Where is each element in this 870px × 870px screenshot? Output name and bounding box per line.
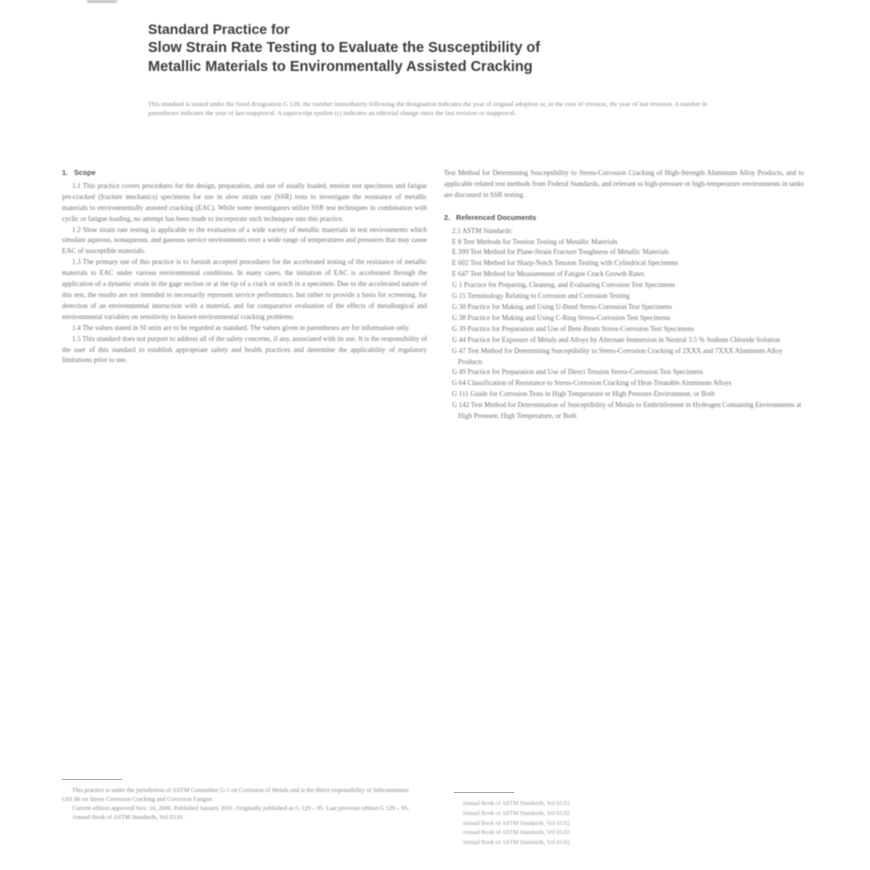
section-heading-scope (62, 168, 427, 179)
footnotes-left (62, 786, 427, 822)
footnote: Annual Book of ASTM Standards, Vol 03.02. (462, 820, 572, 827)
list-item: G 38 Practice for Making and Using C-Ring Stress-Corrosion Test Specimens (452, 313, 671, 322)
scope-paragraph-1: 1.1 This practice covers procedures for the design, preparation, and use of axially loaded, tension test specimens and fatigue pre-cracked (fracture mechanics) specimens for use in slow strain rate (SSR) tests to investigate the resistance of metallic materials to environmentally assisted cracking (EAC). While some investigators utilize SSR test techniques in combination with cyclic or fatigue loading, no attempt has been made to incorporate such techniques into this practice. (62, 181, 427, 223)
footnote: This practice is under the jurisdiction of ASTM Committee G-1 on Corrosion of Metals and is the direct responsibility of Subcommittee G01.06 on Stress Corrosion Cracking and Corrosion Fatigue. (62, 787, 409, 803)
footnote: Annual Book of ASTM Standards, Vol 03.01. (72, 814, 185, 821)
list-item: G 64 Classification of Resistance to Stress-Corrosion Cracking of Heat-Treatable Aluminum Alloys (452, 379, 732, 388)
list-item: G 47 Test Method for Determining Susceptibility to Stress-Corrosion Cracking of 2XXX and 7XXX Aluminum Alloy Products (452, 346, 783, 366)
section-title: Referenced Documents (456, 212, 537, 222)
scope-paragraph-2: 1.2 Slow strain rate testing is applicable to the evaluation of a wide variety of metallic materials in test environments which simulate aqueous, nonaqueous, and gaseous service environments over a wide range of temperatures and pressures that may cause EAC of susceptible materials. (62, 225, 427, 256)
reference-list (444, 226, 804, 422)
list-item: E 602 Test Method for Sharp-Notch Tension Testing with Cylindrical Specimens (452, 259, 679, 268)
list-item: 2.1 ASTM Standards: (452, 226, 513, 235)
list-item: G 49 Practice for Preparation and Use of Direct Tension Stress-Corrosion Test Specimens (452, 368, 704, 377)
scope-continued: Test Method for Determining Susceptibility to Stress-Corrosion Cracking of High-Strength Aluminum Alloy Products, and to applicable related test methods from Federal Standards, and relevant to high-pressure or high-temperature environments in tanks are discussed in SSR testing. (444, 169, 804, 199)
section-number: 1. (62, 168, 68, 177)
title-block (148, 20, 708, 77)
scope-paragraph-5: 1.5 This standard does not purport to address all of the safety concerns, if any, associated with its use. It is the responsibility of the user of this standard to establish appropriate safety and health practices and determine the applicability of regulatory limitations prior to use. (62, 334, 427, 365)
list-item: G 39 Practice for Preparation and Use of Bent-Beam Stress-Corrosion Test Specimens (452, 324, 694, 333)
title-line-2: Slow Strain Rate Testing to Evaluate the Susceptibility of (148, 40, 541, 56)
footnote: Annual Book of ASTM Standards, Vol 03.01. (462, 801, 572, 807)
footnote: Annual Book of ASTM Standards, Vol 03.02. (462, 840, 572, 847)
list-item: G 142 Test Method for Determination of Susceptibility of Metals to Embrittlement in Hydrogen Containing Environments at High Pressure, High Temperature, or Both (452, 401, 802, 421)
section-number: 2. (444, 212, 450, 222)
scope-paragraph-4: 1.4 The values stated in SI units are to be regarded as standard. The values given in parentheses are for information only. (72, 323, 410, 332)
section-heading-references (444, 213, 804, 224)
footnote: Annual Book of ASTM Standards, Vol 03.02. (462, 830, 572, 837)
list-item: E 647 Test Method for Measurement of Fatigue Crack Growth Rates (452, 270, 645, 279)
section-title: Scope (74, 168, 96, 177)
footnotes-right (462, 800, 672, 849)
title-line-3: Metallic Materials to Environmentally Assisted Cracking (148, 59, 533, 75)
right-column (444, 168, 804, 422)
scope-paragraph-3: 1.3 The primary use of this practice is to furnish accepted procedures for the accelerated testing of the resistance of metallic materials to EAC under various environmental conditions. In many cases, the initiation of EAC is accelerated through the application of a dynamic strain in the gage section or at the tip of a crack or notch in a specimen. Due to the accelerated nature of this test, the results are not intended to necessarily represent service performance, but rather to provide a basis for screening, for detection of an environmental interaction with a material, and for comparative evaluation of the effects of metallurgical and environmental variables on sensitivity to known environmental cracking problems. (62, 258, 427, 321)
list-item: G 44 Practice for Exposure of Metals and Alloys by Alternate Immersion in Neutral 3.5 % Sodium Chloride Solution (452, 335, 780, 344)
footnote-rule-right (454, 792, 514, 793)
footnote: Current edition approved Nov. 10, 2000. Published January 2001. Originally published as G 129 – 95. Last previous edition G 129 – 95. (72, 805, 410, 812)
header-mark (87, 0, 117, 3)
list-item: E 8 Test Methods for Tension Testing of Metallic Materials (452, 237, 618, 246)
title-line-1: Standard Practice for (148, 21, 290, 37)
designation-note-text: This standard is issued under the fixed designation G 129; the number immediately following the designation indicates the year of original adoption or, in the case of revision, the year of last revision. A number in parentheses indicates the year of last reapproval. A superscript epsilon (ε) indicates an editorial change since the last revision or reapproval. (148, 101, 708, 117)
list-item: E 399 Test Method for Plane-Strain Fracture Toughness of Metallic Materials (452, 248, 669, 257)
list-item: G 15 Terminology Relating to Corrosion and Corrosion Testing (452, 292, 630, 301)
designation-note (148, 100, 720, 118)
left-column (62, 168, 427, 366)
list-item: G 111 Guide for Corrosion Tests in High Temperature or High Pressure Environment, or Both (452, 390, 715, 399)
list-item: G 30 Practice for Making and Using U-Bend Stress-Corrosion Test Specimens (452, 302, 672, 311)
footnote: Annual Book of ASTM Standards, Vol 03.02. (462, 810, 572, 817)
list-item: G 1 Practice for Preparing, Cleaning, and Evaluating Corrosion Test Specimens (452, 281, 675, 290)
footnote-rule-left (62, 779, 122, 780)
